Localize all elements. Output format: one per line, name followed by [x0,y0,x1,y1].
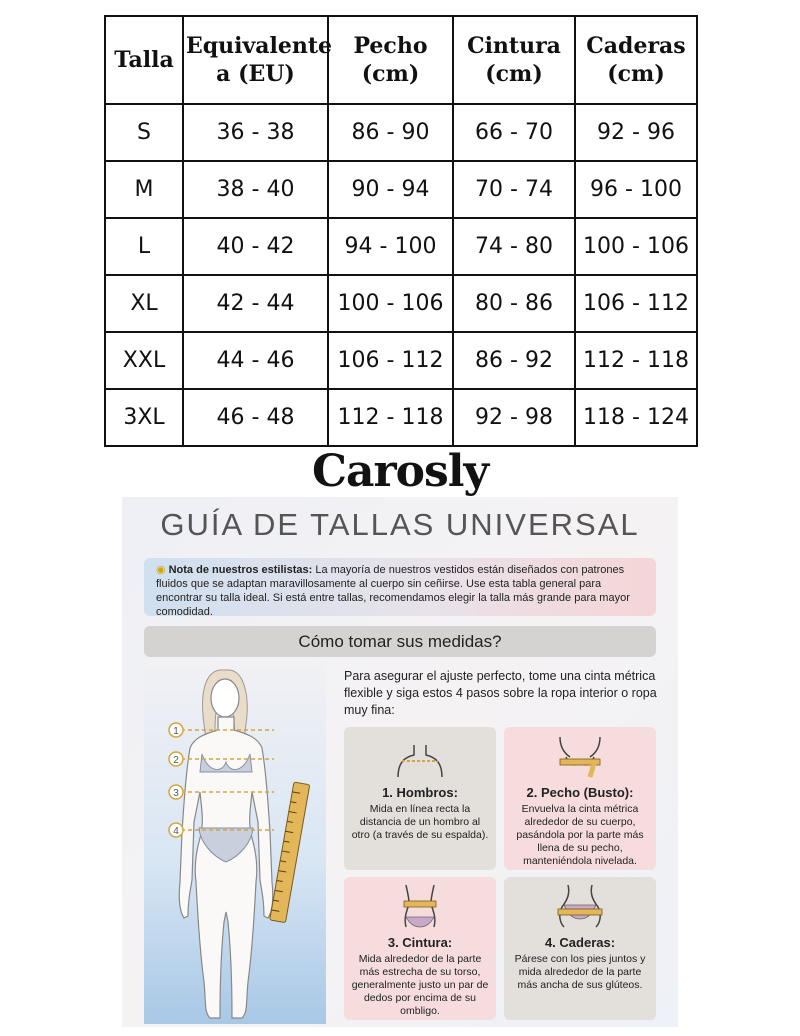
intro-text: Para asegurar el ajuste perfecto, tome una cinta métrica flexible y siga estos 4 pasos sobre la ropa interior o ropa muy fina: [344,669,657,717]
step-card-hips [504,877,656,1020]
measurement-marker-3 [169,785,183,799]
step-desc: Envuelva la cinta métrica alrededor de su cuerpo, pasándola por la parte más llena de su pecho, manteniéndola nivelada. [516,803,644,867]
svg-text:4: 4 [173,826,179,837]
svg-text:2: 2 [173,755,179,766]
size-guide-panel [122,497,678,1027]
step-desc: Párese con los pies juntos y mida alrededor de la parte más ancha de sus glúteos. [514,953,646,991]
size-table [104,15,698,447]
cell-chest: 100 - 106 [328,275,453,332]
step-card-waist [344,877,496,1020]
waist-icon [350,877,490,929]
step-title: 3. Cintura: [387,935,453,950]
cell-eu: 42 - 44 [183,275,328,332]
cell-chest: 90 - 94 [328,161,453,218]
table-row [105,161,697,218]
hips-icon [510,877,650,929]
cell-chest: 106 - 112 [328,332,453,389]
header-pecho: Pecho (cm) [328,16,453,104]
cell-hips: 118 - 124 [575,389,697,446]
measurement-marker-4 [169,823,183,837]
cell-chest: 86 - 90 [328,104,453,161]
cell-eu: 46 - 48 [183,389,328,446]
guide-title: GUÍA DE TALLAS UNIVERSAL [160,507,640,542]
body-figure [144,662,326,1024]
table-header-row [105,16,697,104]
cell-size: S [105,104,183,161]
step-card-bust [504,727,656,870]
svg-text:3: 3 [173,788,179,799]
cell-waist: 66 - 70 [453,104,575,161]
step-title: 2. Pecho (Busto): [526,785,634,800]
brand-logo: Carosly [311,446,489,497]
table-row [105,389,697,446]
shoulders-icon [350,727,490,779]
cell-chest: 94 - 100 [328,218,453,275]
cell-hips: 96 - 100 [575,161,697,218]
cell-eu: 38 - 40 [183,161,328,218]
table-row [105,218,697,275]
step-title: 4. Caderas: [544,935,616,950]
ruler-icon [270,782,310,923]
cell-eu: 40 - 42 [183,218,328,275]
section-title: Cómo tomar sus medidas? [144,626,656,657]
cell-chest: 112 - 118 [328,389,453,446]
cell-size: 3XL [105,389,183,446]
cell-waist: 80 - 86 [453,275,575,332]
cell-size: L [105,218,183,275]
note-text: La mayoría de nuestros vestidos están diseñados con patrones fluidos que se adaptan maravillosamente al cuerpo sin ceñirse. Use esta tabla general para encontrar su talla ideal. Si está entre tallas, recomendamos elegir la talla más grande para mayor comodidad. [156,564,630,618]
bust-icon [510,727,650,779]
cell-size: M [105,161,183,218]
cell-hips: 112 - 118 [575,332,697,389]
table-row [105,332,697,389]
step-desc: Mida alrededor de la parte más estrecha de su torso, generalmente justo un par de dedos por encima de su ombligo. [351,953,489,1017]
cell-hips: 92 - 96 [575,104,697,161]
lightbulb-icon: ◉ [156,564,166,576]
step-card-shoulders [344,727,496,870]
cell-size: XL [105,275,183,332]
stylist-note [144,558,656,616]
measurement-marker-2 [169,752,183,766]
cell-size: XXL [105,332,183,389]
step-title: 1. Hombros: [382,785,458,800]
cell-eu: 44 - 46 [183,332,328,389]
note-label: Nota de nuestros estilistas: [168,564,313,576]
body-figure-panel [144,662,326,1024]
table-row [105,104,697,161]
table-row [105,275,697,332]
cell-hips: 100 - 106 [575,218,697,275]
header-cintura: Cintura (cm) [453,16,575,104]
cell-waist: 74 - 80 [453,218,575,275]
cell-waist: 92 - 98 [453,389,575,446]
cell-waist: 70 - 74 [453,161,575,218]
cell-waist: 86 - 92 [453,332,575,389]
measurement-marker-1 [169,723,183,737]
figure-head [211,679,239,717]
cell-hips: 106 - 112 [575,275,697,332]
cell-eu: 36 - 38 [183,104,328,161]
header-caderas: Caderas (cm) [575,16,697,104]
svg-text:1: 1 [173,726,179,737]
header-talla: Talla [105,16,183,104]
step-desc: Mida en línea recta la distancia de un hombro al otro (a través de su espalda). [351,803,489,841]
header-equivalente: Equivalente a (EU) [183,16,328,104]
